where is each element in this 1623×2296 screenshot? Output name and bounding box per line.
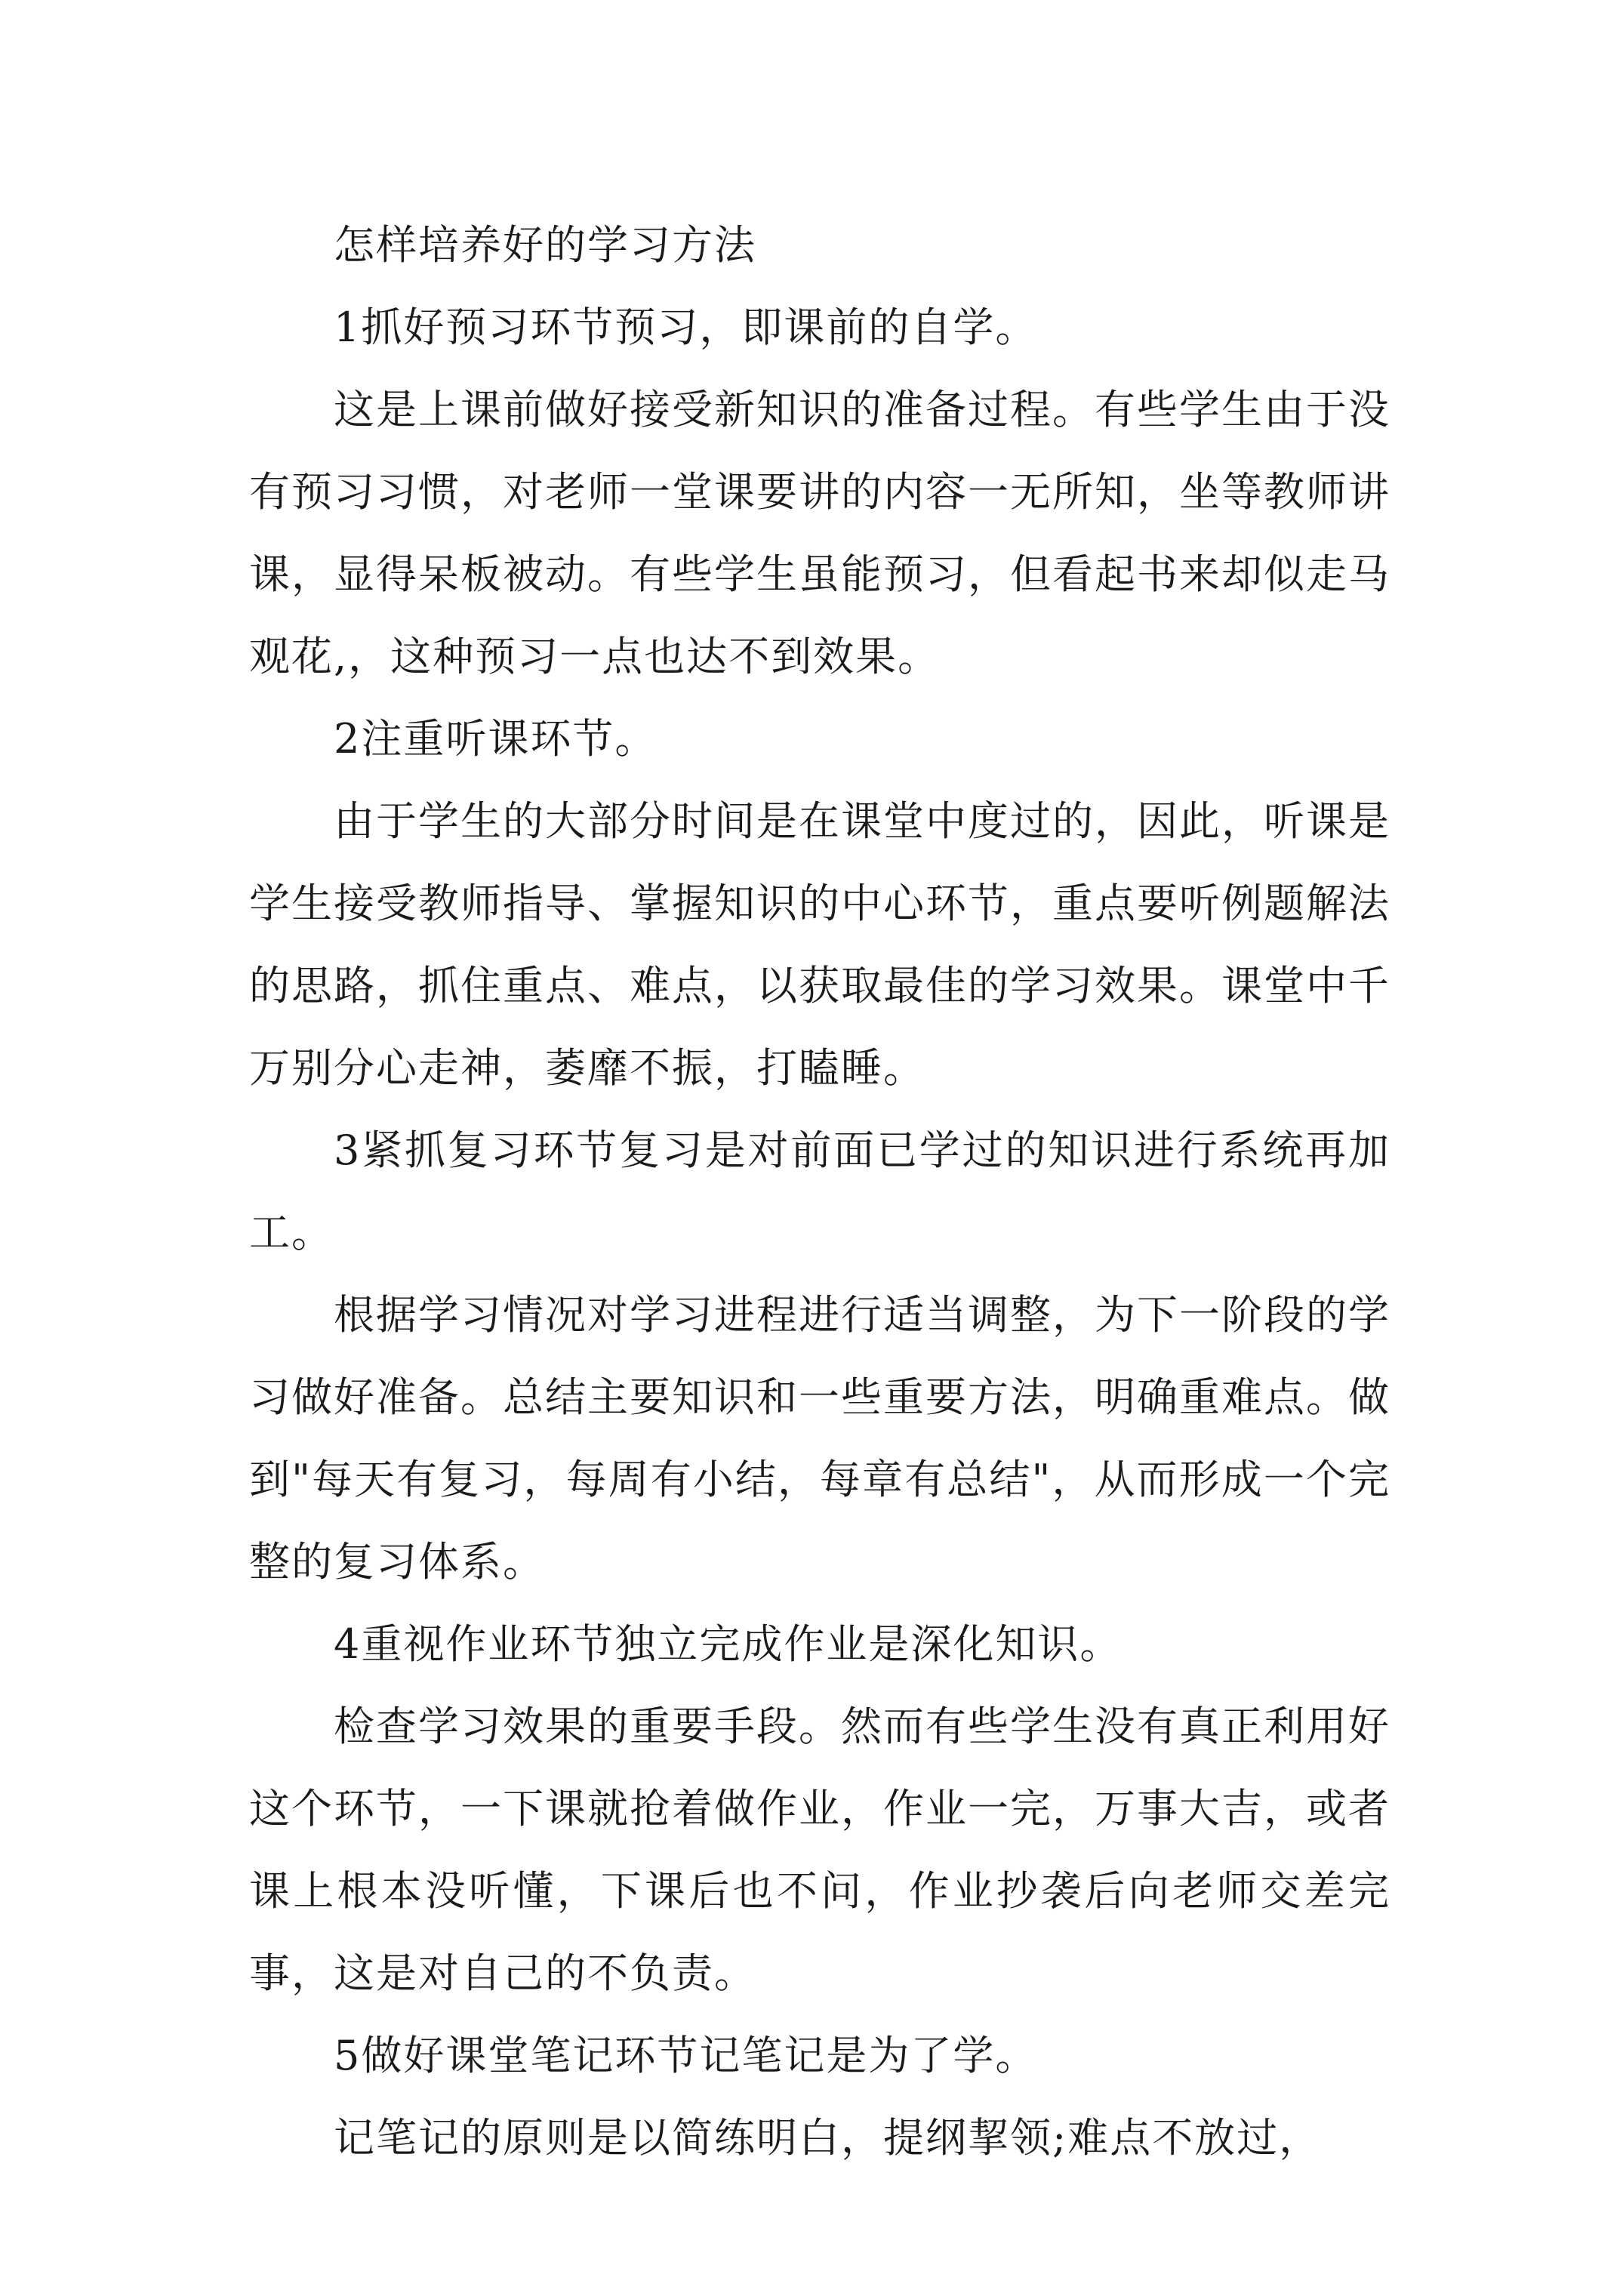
paragraph-10: 记笔记的原则是以简练明白，提纲挈领;难点不放过，: [334, 2114, 1322, 2162]
document-body: [249, 204, 1390, 2179]
paragraph-3: 2注重听课环节。: [334, 715, 658, 763]
paragraph-1: 1抓好预习环节预习，即课前的自学。: [334, 304, 1038, 351]
document-title: 怎样培养好的学习方法: [334, 221, 756, 269]
paragraph-2: 这是上课前做好接受新知识的准备过程。有些学生由于没有预习习惯，对老师一堂课要讲的内容一无所知，坐等教师讲课，显得呆板被动。有些学生虽能预习，但看起书来却似走马观花,，这种预习一点也达不到效果。: [249, 386, 1390, 680]
paragraph-5: 3紧抓复习环节复习是对前面已学过的知识进行系统再加工。: [249, 1126, 1390, 1256]
paragraph-6: 根据学习情况对学习进程进行适当调整，为下一阶段的学习做好准备。总结主要知识和一些重要方法，明确重难点。做到"每天有复习，每周有小结，每章有总结"，从而形成一个完整的复习体系。: [249, 1291, 1390, 1586]
paragraph-4: 由于学生的大部分时间是在课堂中度过的，因此，听课是学生接受教师指导、掌握知识的中心环节，重点要听例题解法的思路，抓住重点、难点，以获取最佳的学习效果。课堂中千万别分心走神，萎靡不振，打瞌睡。: [249, 797, 1390, 1092]
paragraph-7: 4重视作业环节独立完成作业是深化知识。: [334, 1620, 1123, 1668]
paragraph-9: 5做好课堂笔记环节记笔记是为了学。: [334, 2032, 1038, 2079]
paragraph-8: 检查学习效果的重要手段。然而有些学生没有真正利用好这个环节，一下课就抢着做作业，作业一完，万事大吉，或者课上根本没听懂，下课后也不问，作业抄袭后向老师交差完事，这是对自己的不负责。: [249, 1703, 1390, 1997]
